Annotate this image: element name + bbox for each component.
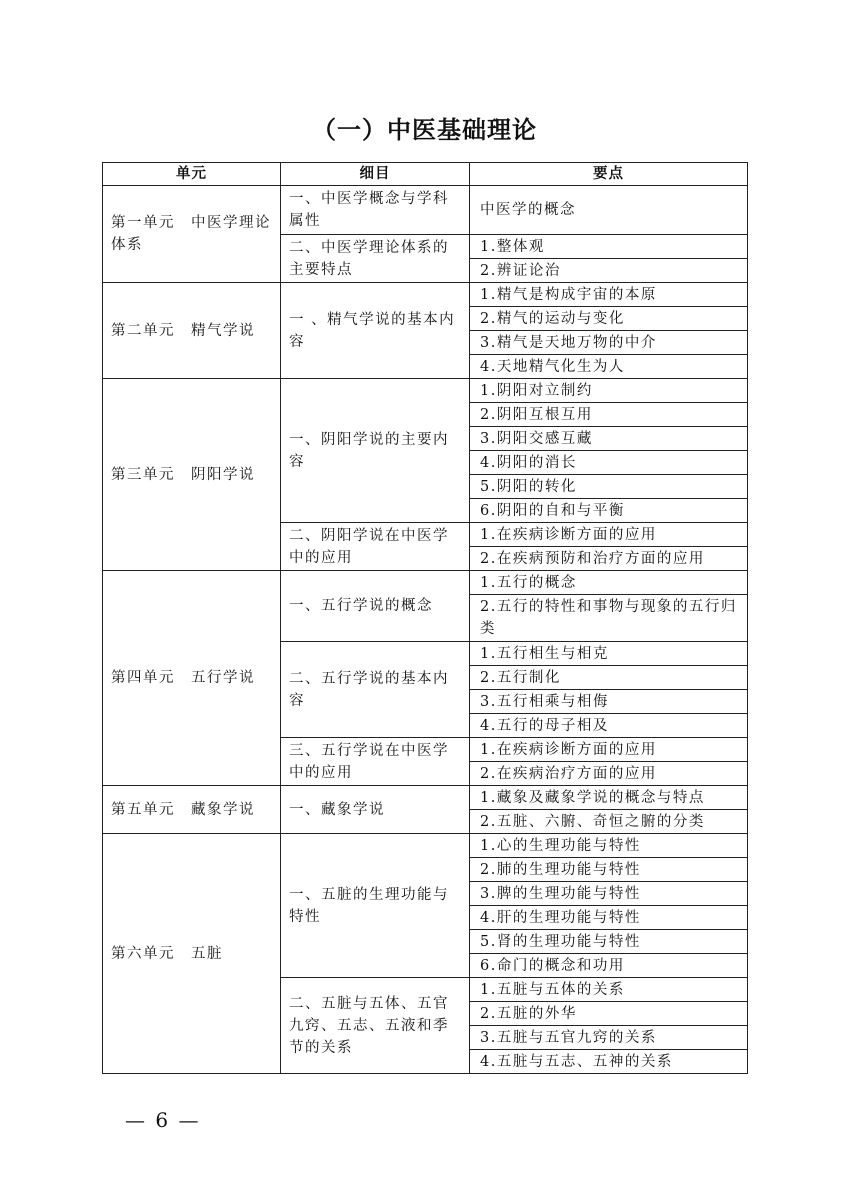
unit-cell: 第六单元 五脏 (103, 834, 281, 1074)
point-cell: 2.在疾病治疗方面的应用 (470, 762, 748, 786)
point-cell: 2.五行制化 (470, 666, 748, 690)
point-cell: 2.五脏、六腑、奇恒之腑的分类 (470, 810, 748, 834)
table-header-row (103, 163, 748, 186)
item-cell: 二、阴阳学说在中医学中的应用 (281, 523, 470, 571)
point-cell: 1.藏象及藏象学说的概念与特点 (470, 786, 748, 810)
item-cell: 二、五行学说的基本内容 (281, 642, 470, 738)
point-cell: 3.阴阳交感互藏 (470, 427, 748, 451)
syllabus-table (102, 162, 748, 1074)
point-cell: 1.在疾病诊断方面的应用 (470, 738, 748, 762)
item-cell: 二、五脏与五体、五官九窍、五志、五液和季节的关系 (281, 978, 470, 1074)
table-row (103, 379, 748, 403)
point-cell: 3.五脏与五官九窍的关系 (470, 1026, 748, 1050)
unit-cell: 第三单元 阴阳学说 (103, 379, 281, 571)
item-cell: 一、阴阳学说的主要内容 (281, 379, 470, 523)
header-point: 要点 (470, 163, 748, 186)
point-cell: 1.五行相生与相克 (470, 642, 748, 666)
point-cell: 1.五行的概念 (470, 571, 748, 595)
header-unit: 单元 (103, 163, 281, 186)
point-cell: 1.阴阳对立制约 (470, 379, 748, 403)
point-cell: 4.五脏与五志、五神的关系 (470, 1050, 748, 1074)
item-cell: 一、五行学说的概念 (281, 571, 470, 642)
point-cell: 中医学的概念 (470, 186, 748, 235)
point-cell: 3.脾的生理功能与特性 (470, 882, 748, 906)
item-cell: 二、中医学理论体系的主要特点 (281, 235, 470, 283)
page-number: — 6 — (125, 1108, 201, 1132)
unit-cell: 第四单元 五行学说 (103, 571, 281, 786)
point-cell: 2.精气的运动与变化 (470, 307, 748, 331)
item-cell: 一、藏象学说 (281, 786, 470, 834)
point-cell: 6.命门的概念和功用 (470, 954, 748, 978)
point-cell: 1.精气是构成宇宙的本原 (470, 283, 748, 307)
table-row (103, 571, 748, 595)
point-cell: 1.在疾病诊断方面的应用 (470, 523, 748, 547)
point-cell: 1.整体观 (470, 235, 748, 259)
header-item: 细目 (281, 163, 470, 186)
item-cell: 三、五行学说在中医学中的应用 (281, 738, 470, 786)
point-cell: 4.肝的生理功能与特性 (470, 906, 748, 930)
point-cell: 5.肾的生理功能与特性 (470, 930, 748, 954)
unit-cell: 第五单元 藏象学说 (103, 786, 281, 834)
point-cell: 1.心的生理功能与特性 (470, 834, 748, 858)
item-cell: 一、中医学概念与学科属性 (281, 186, 470, 235)
point-cell: 5.阴阳的转化 (470, 475, 748, 499)
point-cell: 2.五脏的外华 (470, 1002, 748, 1026)
item-cell: 一 、精气学说的基本内容 (281, 283, 470, 379)
table-row (103, 786, 748, 810)
point-cell: 2.阴阳互根互用 (470, 403, 748, 427)
point-cell: 2.五行的特性和事物与现象的五行归类 (470, 595, 748, 642)
page-title: （一）中医基础理论 (312, 116, 537, 144)
table-row (103, 283, 748, 307)
unit-cell: 第二单元 精气学说 (103, 283, 281, 379)
point-cell: 2.辨证论治 (470, 259, 748, 283)
point-cell: 1.五脏与五体的关系 (470, 978, 748, 1002)
point-cell: 4.天地精气化生为人 (470, 355, 748, 379)
point-cell: 2.在疾病预防和治疗方面的应用 (470, 547, 748, 571)
point-cell: 3.五行相乘与相侮 (470, 690, 748, 714)
point-cell: 4.阴阳的消长 (470, 451, 748, 475)
table-row (103, 834, 748, 858)
table-row (103, 186, 748, 235)
item-cell: 一、五脏的生理功能与特性 (281, 834, 470, 978)
point-cell: 6.阴阳的自和与平衡 (470, 499, 748, 523)
point-cell: 3.精气是天地万物的中介 (470, 331, 748, 355)
unit-cell: 第一单元 中医学理论体系 (103, 186, 281, 283)
point-cell: 4.五行的母子相及 (470, 714, 748, 738)
point-cell: 2.肺的生理功能与特性 (470, 858, 748, 882)
